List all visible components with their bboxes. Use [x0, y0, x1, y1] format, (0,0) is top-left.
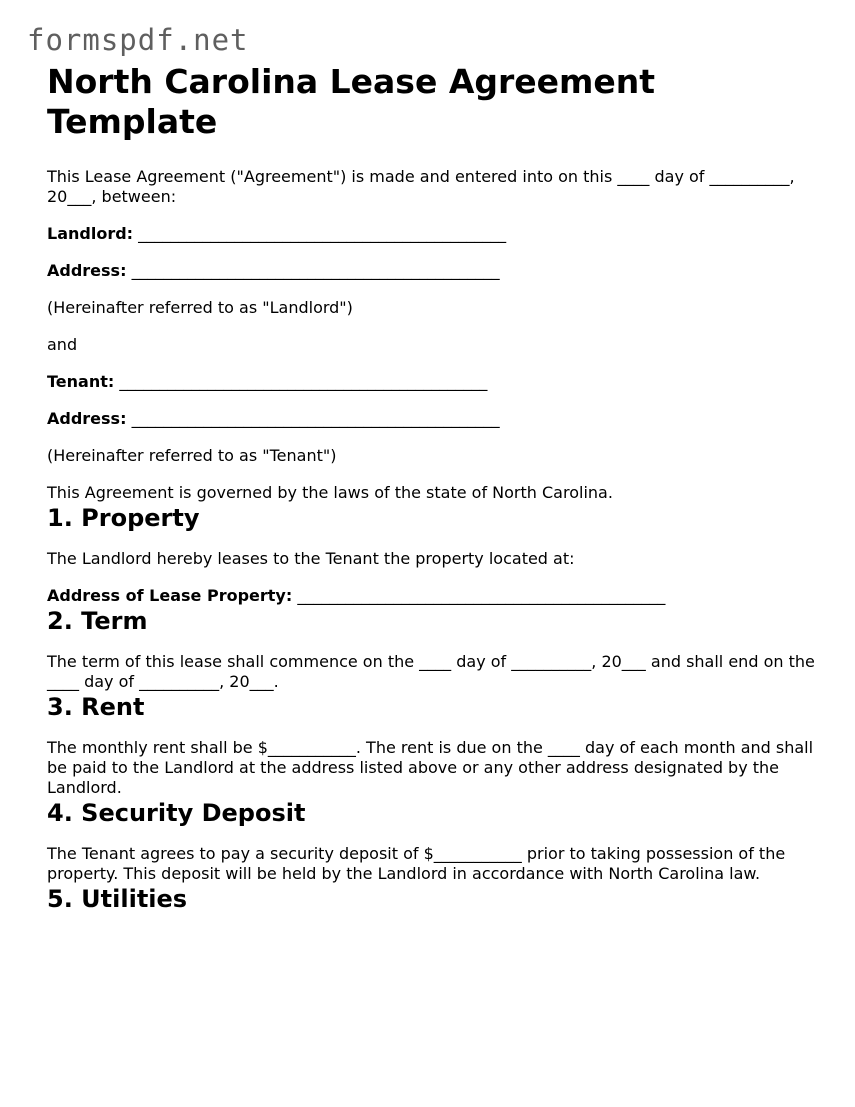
intro-paragraph: This Lease Agreement ("Agreement") is made and entered into on this ____ day of __________, 20___, between:: [47, 167, 795, 206]
tenant-field: [47, 372, 817, 392]
section-term-text: The term of this lease shall commence on the ____ day of __________, 20___ and shall end on the ____ day of __________, 20___.: [47, 652, 815, 691]
section-rent-heading: 3. Rent: [47, 693, 145, 721]
section-property-text: The Landlord hereby leases to the Tenant the property located at:: [47, 549, 575, 568]
landlord-address-field: [47, 261, 817, 281]
section-security-deposit-heading: 4. Security Deposit: [47, 799, 306, 827]
section-security-deposit-text: The Tenant agrees to pay a security deposit of $___________ prior to taking possession of the property. This deposit will be held by the Landlord in accordance with North Carolina law.: [47, 844, 786, 883]
landlord-field: [47, 224, 817, 244]
landlord-label: Landlord:: [47, 224, 134, 243]
tenant-label: Tenant:: [47, 372, 115, 391]
watermark-logo: formspdf.net: [27, 23, 249, 57]
landlord-address-blank[interactable]: ______________________________________________: [131, 261, 500, 280]
section-property-heading: 1. Property: [47, 504, 200, 532]
tenant-address-label: Address:: [47, 409, 127, 428]
tenant-blank[interactable]: ______________________________________________: [119, 372, 488, 391]
landlord-blank[interactable]: ______________________________________________: [138, 224, 507, 243]
landlord-address-label: Address:: [47, 261, 127, 280]
section-rent-text: The monthly rent shall be $___________. The rent is due on the ____ day of each month and shall be paid to the Landlord at the address listed above or any other address designated by the Landlord.: [47, 738, 814, 797]
document-title: North Carolina Lease Agreement Template: [47, 62, 656, 141]
tenant-reference: (Hereinafter referred to as "Tenant"): [47, 446, 337, 465]
document-page: [47, 62, 817, 914]
landlord-reference: (Hereinafter referred to as "Landlord"): [47, 298, 353, 317]
governing-law-paragraph: This Agreement is governed by the laws of the state of North Carolina.: [47, 483, 613, 502]
section-term-heading: 2. Term: [47, 607, 148, 635]
tenant-address-blank[interactable]: ______________________________________________: [131, 409, 500, 428]
lease-property-address-label: Address of Lease Property:: [47, 586, 293, 605]
lease-property-address-blank[interactable]: ______________________________________________: [297, 586, 666, 605]
section-utilities-heading: 5. Utilities: [47, 885, 188, 913]
lease-property-address-field: [47, 586, 817, 606]
and-text: and: [47, 335, 78, 354]
tenant-address-field: [47, 409, 817, 429]
